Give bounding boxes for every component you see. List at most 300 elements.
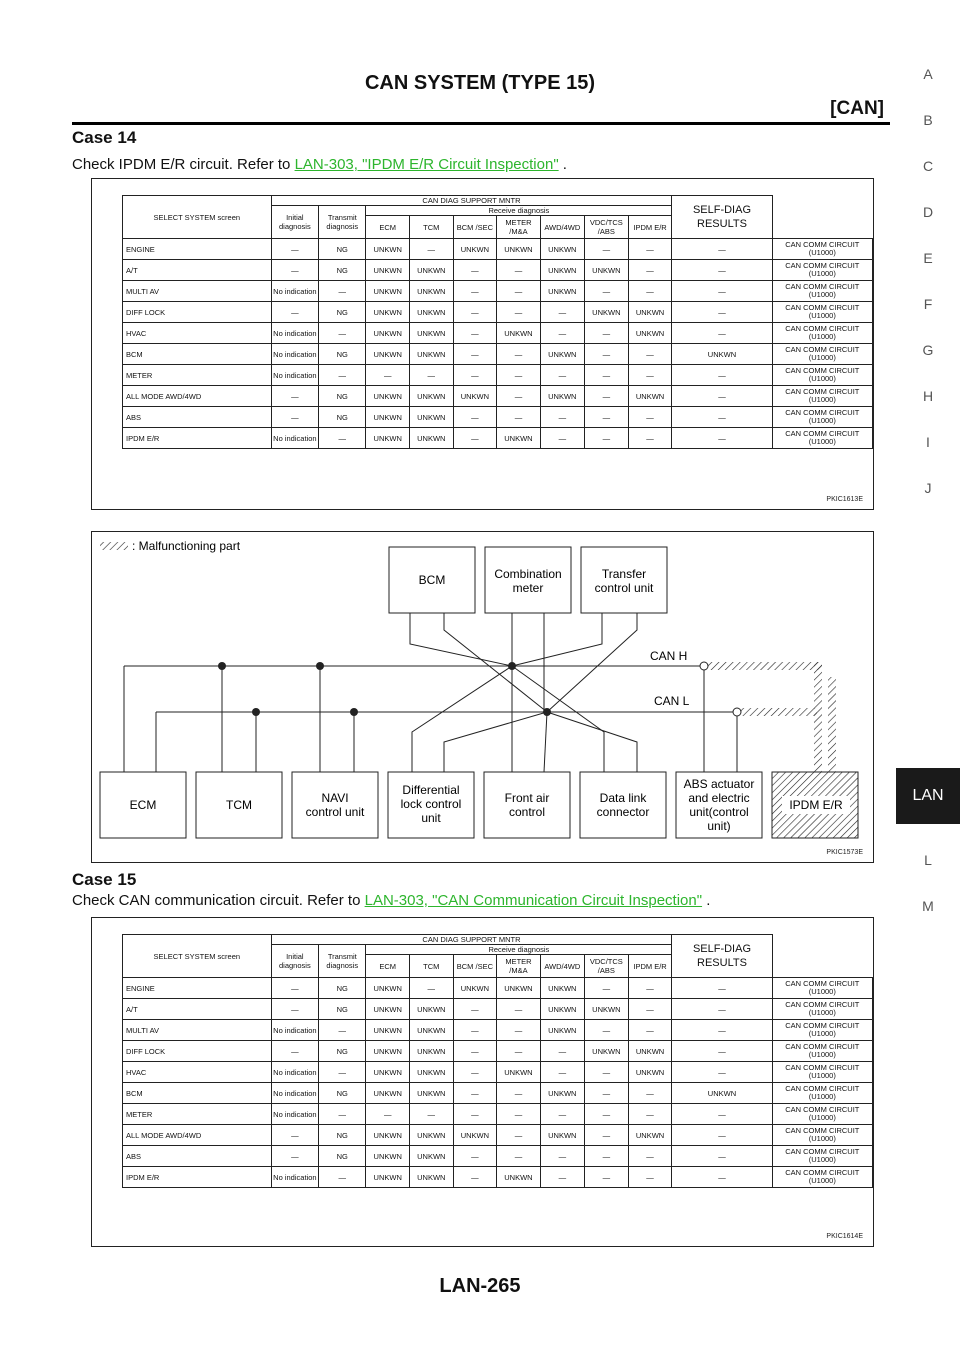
table-cell: — xyxy=(410,1104,454,1125)
table-cell: No indication xyxy=(271,323,319,344)
table-cell: — xyxy=(672,260,772,281)
table-cell: UNKWN xyxy=(366,260,410,281)
table-cell: — xyxy=(319,281,366,302)
case15-heading: Case 15 xyxy=(72,870,137,889)
table-cell: METER xyxy=(123,365,272,386)
table-cell: UNKWN xyxy=(410,1062,454,1083)
unit-label: control xyxy=(508,805,546,819)
table-cell: UNKWN xyxy=(366,239,410,260)
table-cell: — xyxy=(672,323,772,344)
index-letter[interactable]: L xyxy=(924,852,932,868)
table-cell: UNKWN xyxy=(453,239,497,260)
table-cell: UNKWN xyxy=(410,323,454,344)
table-cell: — xyxy=(628,1083,672,1104)
table-cell: — xyxy=(497,999,541,1020)
unit-label: Combination xyxy=(494,567,562,581)
table-cell: CAN COMM CIRCUIT (U1000) xyxy=(772,1146,872,1167)
table-cell: ENGINE xyxy=(123,978,272,999)
table-cell: CAN COMM CIRCUIT (U1000) xyxy=(772,365,872,386)
table-cell: CAN COMM CIRCUIT (U1000) xyxy=(772,407,872,428)
table-cell: — xyxy=(319,365,366,386)
index-letter[interactable]: E xyxy=(923,250,933,266)
col-receive-item: METER /M&A xyxy=(497,216,541,239)
table-cell: — xyxy=(453,365,497,386)
can-wiring-figure xyxy=(91,531,874,863)
table-cell: BCM xyxy=(123,344,272,365)
table-cell: No indication xyxy=(271,1167,319,1188)
table-cell: — xyxy=(497,281,541,302)
table-cell: CAN COMM CIRCUIT (U1000) xyxy=(772,323,872,344)
table-cell: BCM xyxy=(123,1083,272,1104)
table-cell: — xyxy=(497,1146,541,1167)
col-receive: Receive diagnosis xyxy=(366,945,672,955)
case14-link[interactable]: LAN-303, "IPDM E/R Circuit Inspection" xyxy=(294,156,559,173)
table-row xyxy=(123,407,873,428)
table-cell: UNKWN xyxy=(410,407,454,428)
index-letter[interactable]: J xyxy=(924,480,932,496)
table-cell: — xyxy=(453,281,497,302)
table-cell: A/T xyxy=(123,999,272,1020)
unit-label: Transfer xyxy=(601,567,647,581)
table-cell: — xyxy=(584,1083,628,1104)
table-cell: UNKWN xyxy=(410,1167,454,1188)
table-cell: UNKWN xyxy=(410,1125,454,1146)
table-cell: — xyxy=(584,386,628,407)
unit-label: ABS actuator xyxy=(683,777,755,791)
table-cell: IPDM E/R xyxy=(123,1167,272,1188)
table-cell: NG xyxy=(319,1083,366,1104)
table-row xyxy=(123,428,873,449)
table-cell: UNKWN xyxy=(497,978,541,999)
table-cell: — xyxy=(584,428,628,449)
table-cell: CAN COMM CIRCUIT (U1000) xyxy=(772,1125,872,1146)
table-cell: CAN COMM CIRCUIT (U1000) xyxy=(772,1062,872,1083)
table-cell: NG xyxy=(319,407,366,428)
unit-label: connector xyxy=(596,805,650,819)
table-cell: — xyxy=(453,1041,497,1062)
table-row xyxy=(123,1083,873,1104)
table-cell: — xyxy=(540,407,584,428)
unit-label: IPDM E/R xyxy=(789,798,843,812)
index-letter[interactable]: M xyxy=(922,898,934,914)
unit-label: control unit xyxy=(594,581,654,595)
table-cell: UNKWN xyxy=(366,386,410,407)
table-cell: — xyxy=(540,428,584,449)
unit-label: TCM xyxy=(226,798,252,812)
table-cell: — xyxy=(540,365,584,386)
table-cell: — xyxy=(497,1083,541,1104)
table-cell: UNKWN xyxy=(497,1167,541,1188)
table-cell: ALL MODE AWD/4WD xyxy=(123,1125,272,1146)
can-h-label: CAN H xyxy=(650,649,688,663)
table-cell: — xyxy=(540,302,584,323)
table-cell: CAN COMM CIRCUIT (U1000) xyxy=(772,1020,872,1041)
table-cell: NG xyxy=(319,1146,366,1167)
table-cell: CAN COMM CIRCUIT (U1000) xyxy=(772,1041,872,1062)
table-cell: — xyxy=(672,1104,772,1125)
table-cell: No indication xyxy=(271,281,319,302)
table-cell: CAN COMM CIRCUIT (U1000) xyxy=(772,386,872,407)
side-index xyxy=(896,0,960,1358)
table-cell: CAN COMM CIRCUIT (U1000) xyxy=(772,344,872,365)
col-receive-item: AWD/4WD xyxy=(540,216,584,239)
table-cell: — xyxy=(584,239,628,260)
unit-label: meter xyxy=(512,581,544,595)
table-cell: UNKWN xyxy=(540,281,584,302)
table-cell: UNKWN xyxy=(410,281,454,302)
table-cell: No indication xyxy=(271,1104,319,1125)
unit-label: and electric xyxy=(688,791,750,805)
table-cell: NG xyxy=(319,302,366,323)
unit-label: unit xyxy=(421,811,441,825)
table-cell: — xyxy=(410,365,454,386)
table-row xyxy=(123,260,873,281)
table-cell: NG xyxy=(319,386,366,407)
table-cell: — xyxy=(672,407,772,428)
table-cell: UNKWN xyxy=(366,978,410,999)
index-letter[interactable]: B xyxy=(923,112,933,128)
col-receive-item: BCM /SEC xyxy=(453,216,497,239)
index-letter[interactable]: H xyxy=(922,388,934,404)
table-cell: — xyxy=(271,302,319,323)
table-cell: NG xyxy=(319,1041,366,1062)
table-cell: UNKWN xyxy=(410,1020,454,1041)
table-cell: — xyxy=(584,344,628,365)
table-cell: — xyxy=(628,239,672,260)
table-cell: CAN COMM CIRCUIT (U1000) xyxy=(772,1104,872,1125)
table-cell: UNKWN xyxy=(366,1041,410,1062)
table-cell: — xyxy=(453,1062,497,1083)
table-cell: — xyxy=(453,1020,497,1041)
col-receive-item: BCM /SEC xyxy=(453,955,497,978)
col-initial: Initial diagnosis xyxy=(271,206,319,239)
table-cell: — xyxy=(672,1020,772,1041)
table-cell: — xyxy=(584,1020,628,1041)
unit-label: NAVI xyxy=(321,791,349,805)
table-cell: UNKWN xyxy=(410,302,454,323)
table-cell: — xyxy=(628,344,672,365)
table-row xyxy=(123,323,873,344)
table-cell: UNKWN xyxy=(410,344,454,365)
table-cell: — xyxy=(584,1167,628,1188)
table-cell: — xyxy=(540,1167,584,1188)
table-cell: — xyxy=(453,302,497,323)
table-cell: UNKWN xyxy=(410,386,454,407)
table-cell: No indication xyxy=(271,344,319,365)
table-cell: UNKWN xyxy=(540,344,584,365)
table-cell: — xyxy=(319,1104,366,1125)
table-cell: UNKWN xyxy=(628,1041,672,1062)
table-row xyxy=(123,1041,873,1062)
index-letter[interactable]: D xyxy=(922,204,934,220)
table-cell: — xyxy=(584,1146,628,1167)
table-cell: NG xyxy=(319,978,366,999)
col-support: CAN DIAG SUPPORT MNTR xyxy=(271,935,672,945)
table-cell: UNKWN xyxy=(366,1146,410,1167)
table-cell: UNKWN xyxy=(628,323,672,344)
table-cell: UNKWN xyxy=(366,407,410,428)
unit-label: BCM xyxy=(418,573,446,587)
table-cell: — xyxy=(453,428,497,449)
index-letter[interactable]: G xyxy=(922,342,934,358)
col-select: SELECT SYSTEM screen xyxy=(123,935,272,978)
table-cell: — xyxy=(497,302,541,323)
table-row xyxy=(123,999,873,1020)
table-cell: — xyxy=(540,1062,584,1083)
table-cell: — xyxy=(271,386,319,407)
table-row xyxy=(123,1167,873,1188)
table-cell: — xyxy=(497,407,541,428)
table-cell: — xyxy=(628,407,672,428)
table-cell: — xyxy=(584,1104,628,1125)
can-wiring-diagram xyxy=(92,532,873,862)
table-cell: — xyxy=(497,1041,541,1062)
table-row xyxy=(123,1062,873,1083)
table-cell: — xyxy=(628,1146,672,1167)
index-letter-active[interactable]: LAN xyxy=(896,768,960,824)
table-cell: — xyxy=(271,978,319,999)
table-cell: UNKWN xyxy=(453,978,497,999)
col-select: SELECT SYSTEM screen xyxy=(123,196,272,239)
table-cell: UNKWN xyxy=(366,1020,410,1041)
col-receive-item: VDC/TCS /ABS xyxy=(584,955,628,978)
table-cell: — xyxy=(628,1167,672,1188)
table-cell: UNKWN xyxy=(540,1083,584,1104)
table-cell: CAN COMM CIRCUIT (U1000) xyxy=(772,1167,872,1188)
table-cell: — xyxy=(497,1020,541,1041)
table-cell: UNKWN xyxy=(366,1125,410,1146)
table-cell: No indication xyxy=(271,428,319,449)
table-cell: HVAC xyxy=(123,1062,272,1083)
table-cell: ABS xyxy=(123,407,272,428)
case15-text: Check CAN communication circuit. Refer to LAN-303, "CAN Communication Circuit Inspection" . xyxy=(72,892,711,909)
figure-code: PKIC1573E xyxy=(826,849,863,856)
table-cell: — xyxy=(584,365,628,386)
table-cell: UNKWN xyxy=(497,428,541,449)
index-letter[interactable]: A xyxy=(923,66,933,82)
table-cell: MULTI AV xyxy=(123,281,272,302)
table-cell: HVAC xyxy=(123,323,272,344)
can-h-fault-vert xyxy=(814,662,822,772)
unit-label: ECM xyxy=(129,798,157,812)
table-cell: — xyxy=(410,978,454,999)
table-cell: — xyxy=(453,260,497,281)
legend-text: : Malfunctioning part xyxy=(132,539,241,553)
col-receive-item: AWD/4WD xyxy=(540,955,584,978)
table-cell: — xyxy=(628,1104,672,1125)
col-receive-item: VDC/TCS /ABS xyxy=(584,216,628,239)
table-cell: UNKWN xyxy=(410,1146,454,1167)
table-cell: No indication xyxy=(271,1083,319,1104)
table-cell: — xyxy=(672,428,772,449)
table-cell: NG xyxy=(319,260,366,281)
table-cell: No indication xyxy=(271,1062,319,1083)
table-cell: — xyxy=(453,407,497,428)
table-cell: — xyxy=(319,323,366,344)
table-cell: UNKWN xyxy=(410,428,454,449)
table-cell: — xyxy=(628,1020,672,1041)
table-cell: — xyxy=(271,407,319,428)
table-cell: UNKWN xyxy=(628,1125,672,1146)
index-letter[interactable]: C xyxy=(922,158,934,174)
case14-text: Check IPDM E/R circuit. Refer to LAN-303, "IPDM E/R Circuit Inspection" . xyxy=(72,156,567,173)
table-cell: — xyxy=(497,260,541,281)
table-cell: — xyxy=(584,323,628,344)
table-cell: — xyxy=(540,1146,584,1167)
unit-label: Front air xyxy=(504,791,550,805)
table-cell: UNKWN xyxy=(628,302,672,323)
col-transmit: Transmit diagnosis xyxy=(319,945,366,978)
table-cell: NG xyxy=(319,999,366,1020)
table-cell: UNKWN xyxy=(540,1125,584,1146)
table-row xyxy=(123,302,873,323)
legend-hatch xyxy=(100,542,128,550)
table-cell: — xyxy=(628,365,672,386)
col-receive-item: TCM xyxy=(410,216,454,239)
table-cell: IPDM E/R xyxy=(123,428,272,449)
table-cell: CAN COMM CIRCUIT (U1000) xyxy=(772,1083,872,1104)
figure-code: PKIC1614E xyxy=(826,1233,863,1240)
table-cell: CAN COMM CIRCUIT (U1000) xyxy=(772,978,872,999)
table-cell: — xyxy=(366,1104,410,1125)
table-cell: UNKWN xyxy=(540,978,584,999)
table-cell: — xyxy=(584,1062,628,1083)
table-cell: CAN COMM CIRCUIT (U1000) xyxy=(772,302,872,323)
table-cell: UNKWN xyxy=(584,1041,628,1062)
table-cell: — xyxy=(319,1062,366,1083)
table-cell: CAN COMM CIRCUIT (U1000) xyxy=(772,260,872,281)
table-cell: — xyxy=(497,1125,541,1146)
index-letter[interactable]: I xyxy=(926,434,930,450)
table-cell: — xyxy=(584,407,628,428)
case15-link[interactable]: LAN-303, "CAN Communication Circuit Inspection" xyxy=(364,892,703,909)
table-cell: — xyxy=(453,1083,497,1104)
table-cell: UNKWN xyxy=(672,344,772,365)
table-cell: — xyxy=(497,1104,541,1125)
table-cell: UNKWN xyxy=(453,1125,497,1146)
col-receive-item: TCM xyxy=(410,955,454,978)
table-cell: — xyxy=(319,1020,366,1041)
table-cell: — xyxy=(672,281,772,302)
table-cell: — xyxy=(672,1062,772,1083)
table-cell: — xyxy=(672,386,772,407)
table-cell: CAN COMM CIRCUIT (U1000) xyxy=(772,239,872,260)
table-cell: — xyxy=(453,1167,497,1188)
table-cell: — xyxy=(672,1146,772,1167)
unit-label: control unit xyxy=(305,805,365,819)
col-initial: Initial diagnosis xyxy=(271,945,319,978)
table-cell: — xyxy=(672,1167,772,1188)
col-selfdiag: SELF-DIAG RESULTS xyxy=(672,935,772,978)
diag-table-1 xyxy=(122,195,873,449)
table-cell: — xyxy=(672,999,772,1020)
table-row xyxy=(123,1020,873,1041)
header-rule xyxy=(72,122,890,125)
unit-label: Data link xyxy=(599,791,647,805)
table-row xyxy=(123,386,873,407)
col-selfdiag: SELF-DIAG RESULTS xyxy=(672,196,772,239)
table-cell: — xyxy=(366,365,410,386)
table-cell: UNKWN xyxy=(410,1083,454,1104)
table-cell: — xyxy=(497,344,541,365)
table-cell: UNKWN xyxy=(497,239,541,260)
table-cell: — xyxy=(453,323,497,344)
table-cell: DIFF LOCK xyxy=(123,302,272,323)
index-letter[interactable]: F xyxy=(923,296,933,312)
table-cell: NG xyxy=(319,239,366,260)
table-cell: UNKWN xyxy=(540,1020,584,1041)
table-cell: UNKWN xyxy=(366,1167,410,1188)
can-l-label: CAN L xyxy=(654,694,690,708)
table-cell: — xyxy=(540,323,584,344)
table-cell: CAN COMM CIRCUIT (U1000) xyxy=(772,428,872,449)
can-l-fault-vert xyxy=(828,677,836,772)
unit-label: unit(control xyxy=(689,805,749,819)
table-cell: — xyxy=(672,1125,772,1146)
table-cell: — xyxy=(271,1146,319,1167)
table-cell: METER xyxy=(123,1104,272,1125)
col-receive-item: ECM xyxy=(366,216,410,239)
col-support: CAN DIAG SUPPORT MNTR xyxy=(271,196,672,206)
table-cell: UNKWN xyxy=(366,281,410,302)
table-cell: — xyxy=(271,1041,319,1062)
table-cell: — xyxy=(628,428,672,449)
table-cell: UNKWN xyxy=(540,239,584,260)
table-cell: UNKWN xyxy=(453,386,497,407)
table-cell: UNKWN xyxy=(366,1062,410,1083)
can-l-fault xyxy=(737,708,817,716)
table-cell: CAN COMM CIRCUIT (U1000) xyxy=(772,281,872,302)
col-receive-item: ECM xyxy=(366,955,410,978)
table-cell: — xyxy=(453,1104,497,1125)
table-cell: — xyxy=(319,1167,366,1188)
table-cell: UNKWN xyxy=(584,260,628,281)
col-transmit: Transmit diagnosis xyxy=(319,206,366,239)
table-cell: UNKWN xyxy=(672,1083,772,1104)
table-cell: CAN COMM CIRCUIT (U1000) xyxy=(772,999,872,1020)
table-cell: UNKWN xyxy=(366,1083,410,1104)
table-cell: DIFF LOCK xyxy=(123,1041,272,1062)
table-cell: — xyxy=(410,239,454,260)
table-cell: — xyxy=(584,978,628,999)
table-cell: UNKWN xyxy=(410,999,454,1020)
table-cell: UNKWN xyxy=(410,260,454,281)
table-cell: — xyxy=(453,344,497,365)
table-cell: — xyxy=(628,260,672,281)
unit-label: unit) xyxy=(707,819,731,833)
table-cell: UNKWN xyxy=(497,1062,541,1083)
table-cell: — xyxy=(672,978,772,999)
table-cell: UNKWN xyxy=(366,999,410,1020)
col-receive-item: IPDM E/R xyxy=(628,955,672,978)
table-cell: — xyxy=(584,1125,628,1146)
table-cell: UNKWN xyxy=(540,999,584,1020)
table-cell: — xyxy=(497,365,541,386)
table-cell: — xyxy=(672,239,772,260)
page-title: CAN SYSTEM (TYPE 15) xyxy=(364,72,596,94)
diag-table-figure-1 xyxy=(91,178,874,510)
table-cell: ENGINE xyxy=(123,239,272,260)
table-cell: UNKWN xyxy=(366,344,410,365)
table-cell: — xyxy=(271,260,319,281)
col-receive: Receive diagnosis xyxy=(366,206,672,216)
can-h-fault xyxy=(704,662,822,670)
table-row xyxy=(123,365,873,386)
table-cell: UNKWN xyxy=(540,260,584,281)
unit-label: lock control xyxy=(400,797,462,811)
table-cell: UNKWN xyxy=(584,302,628,323)
table-row xyxy=(123,281,873,302)
